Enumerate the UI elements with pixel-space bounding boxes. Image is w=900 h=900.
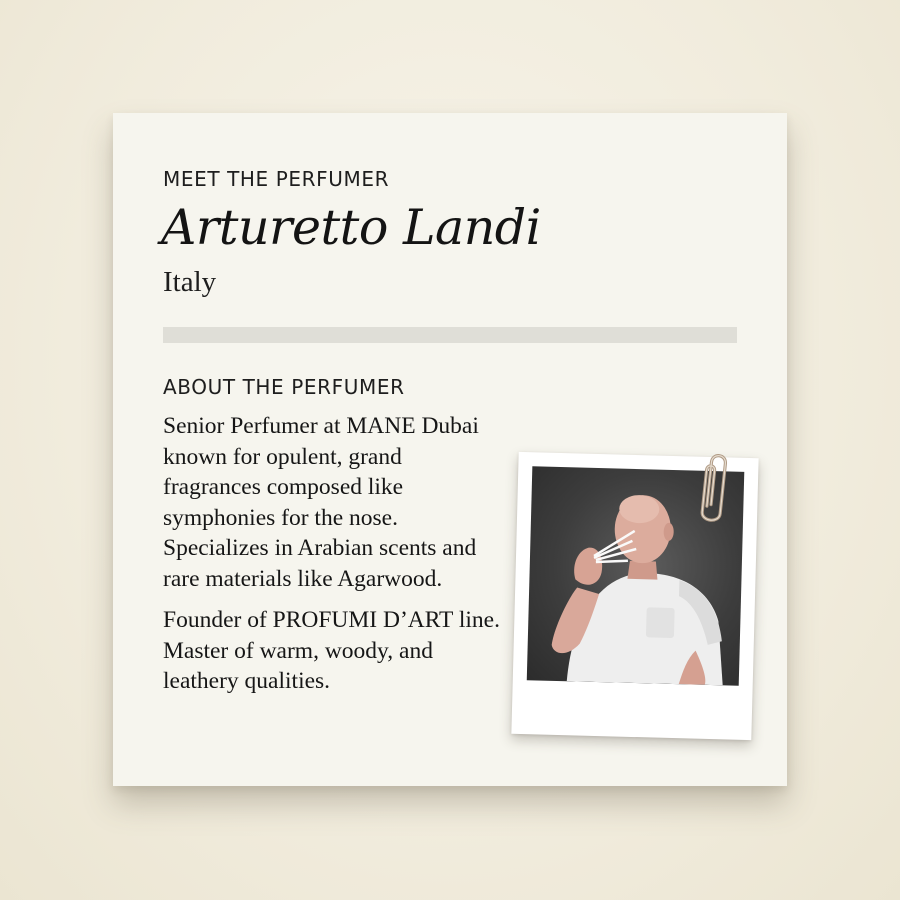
about-paragraph-2: Founder of PROFUMI D’ART line. Master of warm, woody, and leathery qualities. [163,607,500,694]
perfumer-name: Arturetto Landi [161,199,541,256]
about-heading: ABOUT THE PERFUMER [163,375,405,399]
about-paragraph-1: Senior Perfumer at MANE Dubai known for opulent, grand fragrances composed like symphonies for the nose. Specializes in Arabian scents and rare materials like Agarwood. [163,413,479,592]
divider-bar [163,327,737,343]
meet-heading: MEET THE PERFUMER [163,167,390,191]
perfumer-country: Italy [163,266,217,298]
perfumer-card [113,113,787,786]
